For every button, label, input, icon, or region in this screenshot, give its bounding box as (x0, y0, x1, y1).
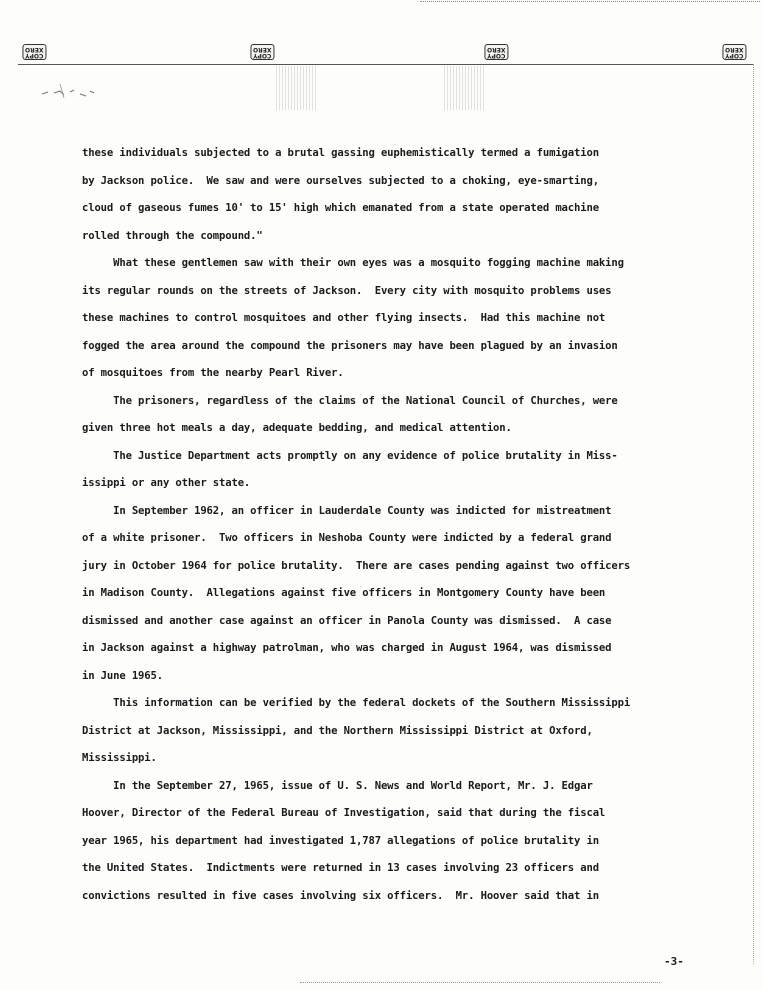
text-line: these individuals subjected to a brutal gassing euphemistically termed a fumigation (82, 147, 599, 159)
text-line: the United States. Indictments were returned in 13 cases involving 23 officers and (82, 862, 599, 874)
text-line: these machines to control mosquitoes and other flying insects. Had this machine not (82, 312, 606, 324)
text-line: cloud of gaseous fumes 10' to 15' high which emanated from a state operated machine (82, 202, 599, 214)
page-number: -3- (664, 955, 684, 968)
text-line: fogged the area around the compound the prisoners may have been plagued by an invasion (82, 339, 618, 352)
text-line: This information can be verified by the federal dockets of the Southern Mississippi (82, 697, 631, 709)
xerox-copy-stamp: COPY XERO (22, 44, 46, 60)
text-line: in Jackson against a highway patrolman, who was charged in August 1964, was dismissed (82, 642, 612, 654)
header-rule (18, 64, 753, 65)
text-line: jury in October 1964 for police brutality. There are cases pending against two officers (82, 559, 631, 572)
bottom-dotted-border (300, 982, 660, 983)
text-line: in Madison County. Allegations against five officers in Montgomery County have been (82, 587, 606, 599)
text-line: Mississippi. (82, 752, 157, 764)
text-line: of mosquitoes from the nearby Pearl River. (82, 367, 344, 379)
text-line: What these gentlemen saw with their own eyes was a mosquito fogging machine making (82, 257, 624, 269)
scan-smudge (444, 66, 484, 110)
text-line: District at Jackson, Mississippi, and the Northern Mississippi District at Oxford, (82, 724, 593, 737)
text-line: dismissed and another case against an officer in Panola County was dismissed. A case (82, 614, 612, 627)
xerox-copy-stamp: COPY XERO (484, 44, 508, 60)
xerox-copy-stamp: COPY XERO (250, 44, 274, 60)
text-line: by Jackson police. We saw and were ourselves subjected to a choking, eye-smarting, (82, 174, 599, 187)
text-line: of a white prisoner. Two officers in Neshoba County were indicted by a federal grand (82, 532, 612, 544)
text-line: its regular rounds on the streets of Jackson. Every city with mosquito problems uses (82, 284, 612, 297)
margin-scribble (40, 82, 110, 104)
text-line: given three hot meals a day, adequate bedding, and medical attention. (82, 422, 512, 434)
text-line: issippi or any other state. (82, 477, 251, 489)
text-line: rolled through the compound." (82, 229, 263, 242)
text-line: year 1965, his department had investigated 1,787 allegations of police brutality in (82, 834, 599, 847)
text-line: The prisoners, regardless of the claims of the National Council of Churches, were (82, 394, 618, 407)
right-margin-rule (753, 64, 754, 964)
text-line: The Justice Department acts promptly on any evidence of police brutality in Miss- (82, 449, 618, 462)
text-line: In September 1962, an officer in Lauderdale County was indicted for mistreatment (82, 504, 612, 517)
text-line: In the September 27, 1965, issue of U. S. News and World Report, Mr. J. Edgar (82, 779, 593, 792)
top-dotted-border (420, 1, 760, 2)
text-line: Hoover, Director of the Federal Bureau of Investigation, said that during the fiscal (82, 807, 606, 819)
xerox-copy-stamp: COPY XERO (722, 44, 746, 60)
text-line: in June 1965. (82, 669, 163, 682)
scan-smudge (276, 66, 316, 110)
document-body (82, 140, 712, 910)
text-line: convictions resulted in five cases involving six officers. Mr. Hoover said that in (82, 889, 599, 902)
